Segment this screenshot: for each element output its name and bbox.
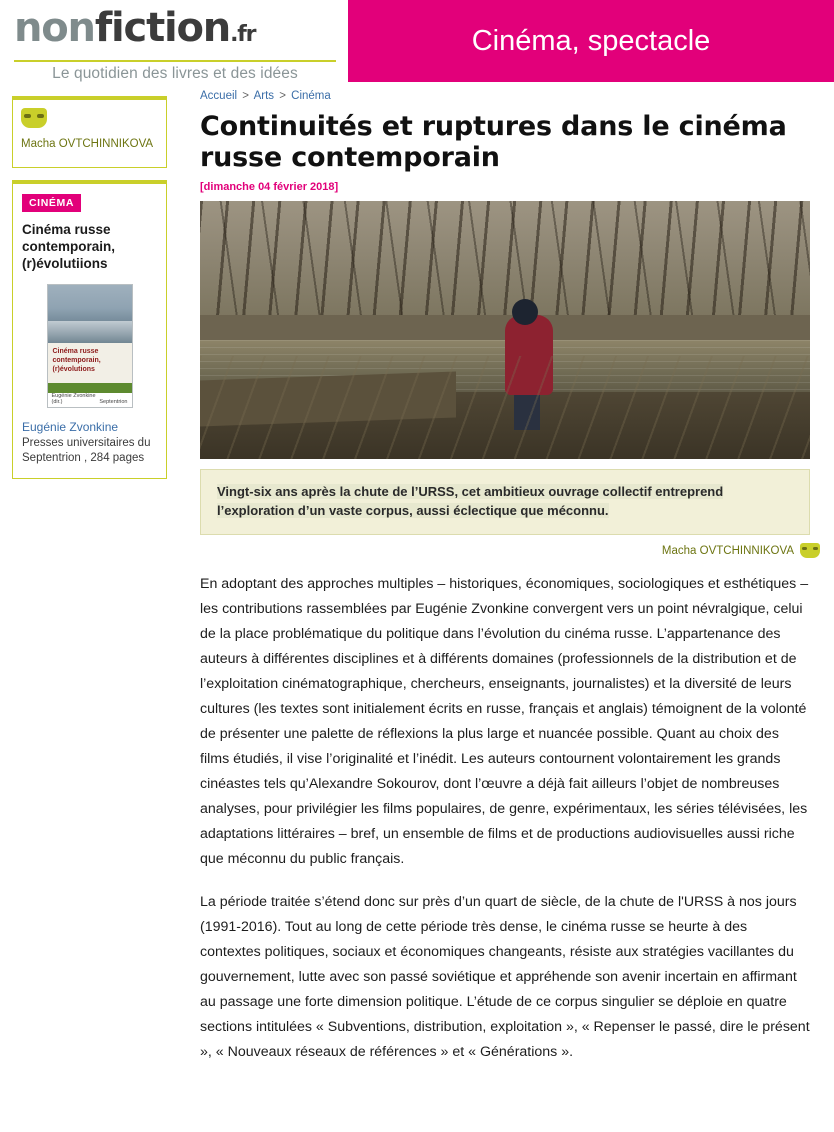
- page-title: Continuités et ruptures dans le cinéma russe contemporain: [200, 111, 787, 173]
- theatre-mask-icon: [21, 108, 47, 128]
- logo-part-fiction: fiction: [94, 5, 231, 51]
- article-date: [dimanche 04 février 2018]: [200, 181, 339, 193]
- site-header: [0, 0, 834, 82]
- sidebar: [12, 96, 167, 479]
- logo-wordmark: [14, 4, 344, 59]
- book-title[interactable]: Cinéma russe contemporain, (r)évolutiions: [22, 222, 116, 271]
- breadcrumb-separator: >: [279, 90, 286, 102]
- breadcrumb-item-accueil[interactable]: Accueil: [200, 90, 238, 102]
- book-publisher-info: Presses universitaires du Septentrion , 284 pages: [22, 437, 151, 464]
- article-byline: [200, 543, 820, 558]
- section-banner[interactable]: Cinéma, spectacle: [348, 0, 834, 82]
- sidebar-book-card: [12, 180, 167, 479]
- site-tagline: Le quotidien des livres et des idées: [14, 60, 336, 83]
- book-cover-band: [48, 343, 132, 383]
- logo-part-fr: .fr: [230, 22, 256, 47]
- article-hero-image: [200, 201, 810, 459]
- book-cover-footer: [48, 393, 132, 407]
- book-category-tag[interactable]: CINÉMA: [22, 194, 81, 212]
- breadcrumb-separator: >: [242, 90, 249, 102]
- logo-part-non: non: [14, 5, 95, 51]
- article-paragraph: En adoptant des approches multiples – historiques, économiques, sociologiques et esthétiques – les contributions rassemblées par Eugénie Zvonkine convergent vers un point névralgique, celui de la place problématique du politique dans l’évolution du cinéma russe. L’appartenance des auteurs à différentes disciplines et à différents domaines (professionnels de la distribution et de l’exploitation cinématographique, chercheurs, enseignants, journalistes) et la diversité de leurs cultures (les textes sont initialement écrits en russe, français et anglais) témoignent de la volonté de présenter une palette de réflexions la plus large et nuancée possible. Quant au choix des films étudiés, il vise l’originalité et l’inédit. Les auteurs contournent volontairement les grands cinéastes tels qu’Alexandre Sokourov, dont l’œuvre a déjà fait ailleurs l’objet de nombreuses analyses, pour privilégier les films populaires, de genre, expérimentaux, les séries télévisées, les adaptations littéraires – bref, un ensemble de films et de productions audiovisuelles aussi riche que méconnu du public français.: [200, 576, 809, 867]
- sidebar-author-name[interactable]: Macha OVTCHINNIKOVA: [21, 138, 154, 150]
- book-cover-author: Eugénie Zvonkine (dir.): [51, 393, 96, 405]
- book-cover-image[interactable]: [47, 284, 133, 408]
- article-body: [200, 572, 810, 1065]
- breadcrumb-item-cinema[interactable]: Cinéma: [291, 90, 331, 102]
- article-lead-text: Vingt-six ans après la chute de l’URSS, cet ambitieux ouvrage collectif entreprend l’exploration d’un vaste corpus, aussi éclectique que méconnu.: [217, 484, 724, 518]
- article-paragraph: La période traitée s’étend donc sur près d’un quart de siècle, de la chute de l'URSS à nos jours (1991-2016). Tout au long de cette période très dense, le cinéma russe se heurte à des contextes politiques, sociaux et économiques changeants, résiste aux stratégies vacillantes du gouvernement, lutte avec son passé soviétique et appréhende son avenir incertain en affirmant au passage une forte dimension politique. L’étude de ce corpus singulier se déploie en quatre sections intitulées « Subventions, distribution, exploitation », « Repenser le passé, dire le présent », « Nouveaux réseaux de références » et « Générations ».: [200, 894, 810, 1060]
- theatre-mask-icon: [800, 543, 820, 558]
- hero-twigs: [200, 356, 810, 459]
- book-cover-band-title: Cinéma russe contemporain, (r)évolutions: [52, 348, 101, 373]
- article-lead-box: [200, 469, 810, 535]
- article-byline-name[interactable]: Macha OVTCHINNIKOVA: [661, 544, 794, 557]
- breadcrumb: [200, 82, 820, 102]
- book-cover-photo: [48, 285, 132, 343]
- breadcrumb-item-arts[interactable]: Arts: [253, 90, 275, 102]
- main-content: [200, 82, 820, 1083]
- book-cover-stripe: [48, 383, 132, 393]
- sidebar-author-card[interactable]: [12, 96, 167, 168]
- book-author-link[interactable]: Eugénie Zvonkine: [22, 420, 119, 434]
- site-logo[interactable]: [14, 4, 344, 83]
- book-cover-publisher: Septentrion: [99, 399, 128, 405]
